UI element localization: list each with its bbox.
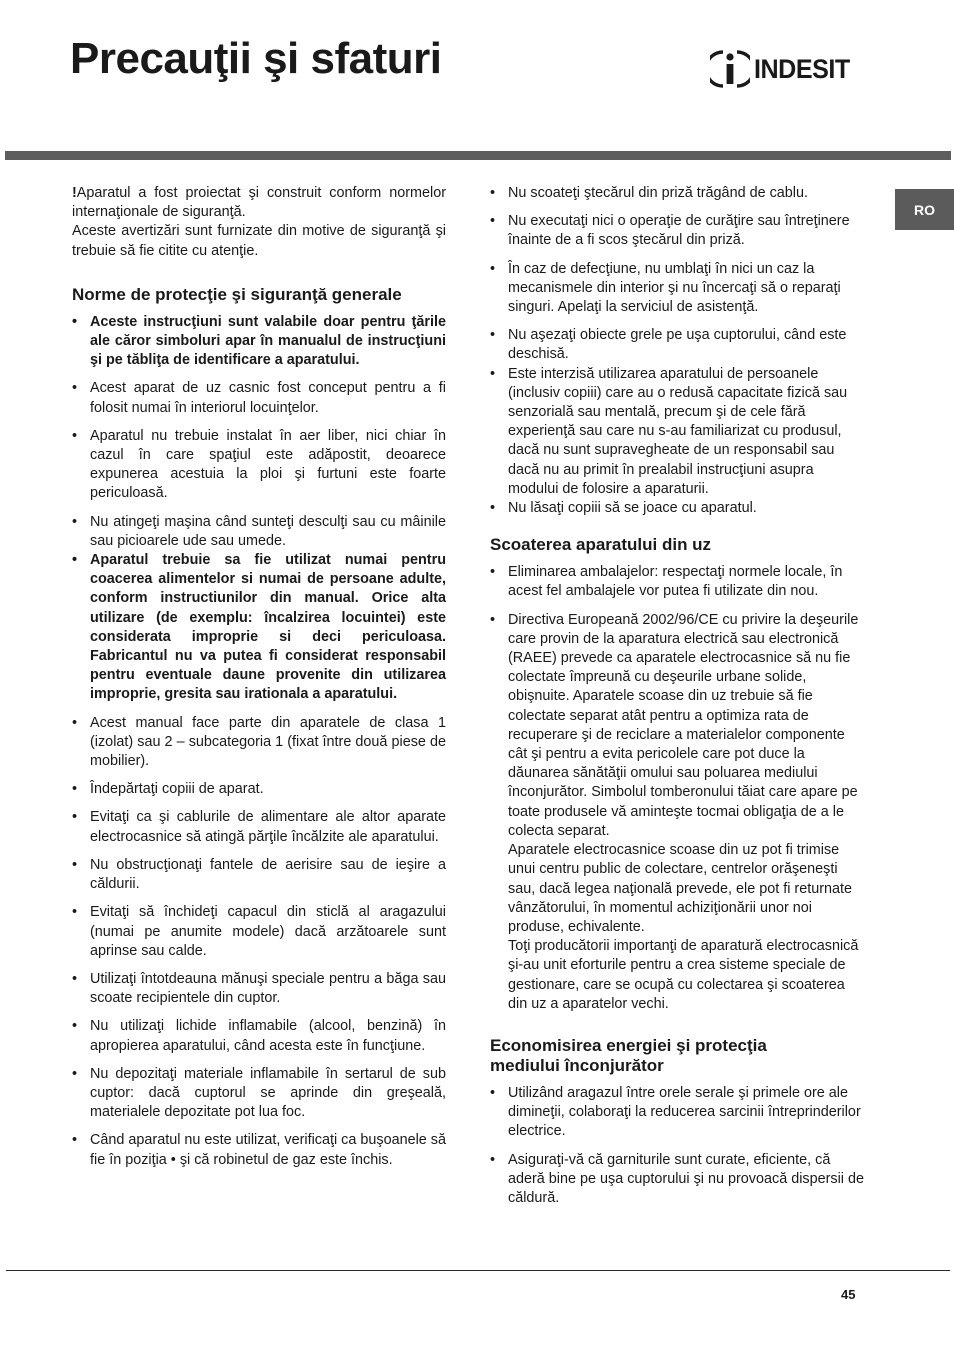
list-item: • Eliminarea ambalajelor: respectaţi normele locale, în acest fel ambalajele vor putea fi utilizate din nou. — [490, 564, 843, 600]
list-item: • Nu scoateţi ştecărul din priză trăgând de cablu. — [490, 185, 808, 201]
header-divider — [5, 151, 951, 160]
list-item: • Nu utilizaţi lichide inflamabile (alcool, benzină) în apropierea aparatului, când acesta este în funcţiune. — [72, 1018, 446, 1054]
warning-mark: ! — [72, 185, 77, 201]
list-item: • Aceste instrucţiuni sunt valabile doar pentru ţările ale căror simboluri apar în manualul de instrucţiuni şi pe tăbliţa de identificare a aparatului. — [72, 313, 446, 369]
list-item: • Când aparatul nu este utilizat, verificaţi ca buşoanele să fie în poziţia • şi că robinetul de gaz este închis. — [72, 1132, 446, 1168]
section-heading-energy: Economisirea energiei şi protecţia mediului înconjurător — [490, 1035, 767, 1075]
list-item: • Acest aparat de uz casnic fost conceput pentru a fi folosit numai în interiorul locuinţelor. — [72, 380, 446, 416]
list-item: • Asiguraţi-vă că garniturile sunt curate, eficiente, că aderă bine pe uşa cuptorului şi nu provoacă dispersii de căldură. — [490, 1151, 864, 1206]
list-item: • Nu aşezaţi obiecte grele pe uşa cuptorului, când este deschisă. — [490, 327, 847, 363]
footer-divider — [6, 1270, 950, 1271]
page-title: Precauţii şi sfaturi — [70, 34, 442, 83]
section-heading-safety: Norme de protecţie şi siguranţă generale — [72, 284, 402, 304]
list-item: • Nu atingeţi maşina când sunteţi desculţi sau cu mâinile sau picioarele ude sau umede. — [72, 513, 446, 549]
intro-line-1 — [72, 184, 446, 222]
list-item: • Nu depozitaţi materiale inflamabile în sertarul de sub cuptor: dacă cuptorul se aprinde din greşeală, materialele depozitate pot lua foc. — [72, 1065, 446, 1121]
list-item: • În caz de defecţiune, nu umblaţi în nici un caz la mecanismele din interior şi nu încercaţi să o reparaţi singuri. Apelaţi la serviciul de asistenţă. — [490, 260, 841, 316]
list-item: • Evitaţi ca şi cablurile de alimentare ale altor aparate electrocasnice să atingă părţile încălzite ale aparatului. — [72, 809, 446, 845]
list-item: • Evitaţi să închideţi capacul din sticlă al aragazului (numai pe anumite modele) dacă arzătoarele sunt aprinse sau calde. — [72, 904, 446, 959]
list-item: • Utilizând aragazul între orele serale şi primele ore ale dimineţii, colaboraţi la reducerea sarcinii întreprinderilor electrice. — [490, 1084, 861, 1140]
list-item: • Îndepărtaţi copiii de aparat. — [72, 781, 264, 798]
disposal-list — [490, 563, 864, 1014]
intro-text-1: Aparatul a fost proiectat şi construit conform normelor internaţionale de siguranţă. — [72, 185, 446, 221]
weee-paragraph-3: Toţi producătorii importanţi de aparatură electrocasnică şi-au unit eforturile pentru a crea sisteme speciale de gestionare, care se ocupă cu colectarea şi scoaterea din uz a aparatelor vechi. — [508, 938, 859, 1012]
list-item: • Acest manual face parte din aparatele de clasa 1 (izolat) sau 2 – subcategoria 1 (fixat între două piese de mobilier). — [72, 714, 446, 770]
list-item: • Aparatul trebuie sa fie utilizat numai pentru coacerea alimentelor si numai de persoane adulte, conform instructiunilor din manual. Orice alta utilizare (de exemplu: încalzirea locuintei) este considerata improprie si deci periculoasa. Fabricantul nu va putea fi considerat responsabil pentru eventuale daune provenite din utilizarea improprie, gresita sau irationala a aparatului. — [72, 552, 446, 703]
energy-list — [490, 1084, 864, 1208]
language-tab: RO — [895, 189, 954, 230]
left-column — [72, 184, 446, 1170]
right-column — [490, 184, 864, 1208]
safety-list-continued — [490, 184, 864, 518]
weee-paragraph-1: Directiva Europeană 2002/96/CE cu privire la deşeurile care provin de la aparatura electrică sau electronică (RAEE) prevede ca aparatele electrocasnice să nu fie colectate împreună cu deşeurile urbane solide, obişnuite. Aparatele scoase din uz trebuie să fie colectate separat atât pentru a optimiza rata de recuperare şi de reciclare a materialelor componente cât şi pentru a evita pericolele care pot duce la dăunarea sănătăţii omului sau poluarea mediului înconjurător. Simbolul tomberonului tăiat care apare pe toate produsele vă aminteşte tocmai obligaţia de a le colecta separat. — [508, 611, 859, 839]
list-item: • Nu lăsaţi copiii să se joace cu aparatul. — [490, 500, 757, 517]
indesit-i-icon — [710, 48, 750, 90]
brand-logo — [710, 47, 870, 91]
list-item: • Nu obstrucţionaţi fantele de aerisire sau de ieşire a căldurii. — [72, 856, 446, 893]
list-item: • Nu executaţi nici o operaţie de curăţire sau întreţinere înainte de a fi scos ştecărul din priză. — [490, 213, 850, 249]
weee-paragraph-2: Aparatele electrocasnice scoase din uz pot fi trimise unui centru public de colectare, centrelor orăşeneşti sau, dacă legea naţională prevede, ele pot fi returnate vânzătorului, în momentul achiziţionării unor noi produse, echivalente. — [508, 842, 853, 935]
list-item: • Este interzisă utilizarea aparatului de persoanele (inclusiv copiii) care au o redusă capacitate fizică sau senzorială sau mentală, precum şi de cele fără experienţă sau care nu s-au familiarizat cu produsul, dacă nu sunt supravegheate de un responsabil sau dacă nu au primit în prealabil instrucţiuni asupra modului de folosire a aparaturii. — [490, 365, 848, 497]
list-item: • Aparatul nu trebuie instalat în aer liber, nici chiar în cazul în care spaţiul este adăpostit, deoarece expunerea acestuia la ploi şi furtuni este foarte periculoasă. — [72, 427, 446, 502]
safety-list — [72, 313, 446, 1170]
intro-warning — [72, 184, 446, 261]
section-heading-disposal: Scoaterea aparatului din uz — [490, 535, 712, 555]
list-item: • Utilizaţi întotdeauna mănuşi speciale pentru a băga sau scoate recipientele din cuptor. — [72, 970, 446, 1007]
brand-name: INDESIT — [754, 53, 850, 84]
page-number: 45 — [841, 1287, 856, 1302]
intro-line-2: Aceste avertizări sunt furnizate din motive de siguranţă şi trebuie să fie citite cu atenţie. — [72, 223, 446, 259]
list-item: • Directiva Europeană 2002/96/CE cu privire la deşeurile care provin de la aparatura electrică sau electronică (RAEE) prevede ca aparatele electrocasnice să nu fie colectate împreună cu deşeurile urbane solide, obişnuite. Aparatele scoase din uz trebuie să fie colectate separat atât pentru a optimiza rata de recuperare şi de reciclare a materialelor componente cât şi pentru a evita pericolele care pot duce la dăunarea sănătăţii omului sau poluarea mediului înconjurător. Simbolul tomberonului tăiat care apare pe toate produsele vă aminteşte tocmai obligaţia de a le colecta separat. Aparatele electrocasnice scoase din uz pot fi trimise unui centru public de colectare, centrelor orăşeneşti sau, dacă legea naţională prevede, ele pot fi returnate vânzătorului, în momentul achiziţionării unor noi produse, echivalente. Toţi producătorii importanţi de aparatură electrocasnică şi-au unit eforturile pentru a crea sisteme speciale de gestionare, care se ocupă cu colectarea şi scoaterea din uz a aparatelor vechi. — [490, 611, 864, 1014]
